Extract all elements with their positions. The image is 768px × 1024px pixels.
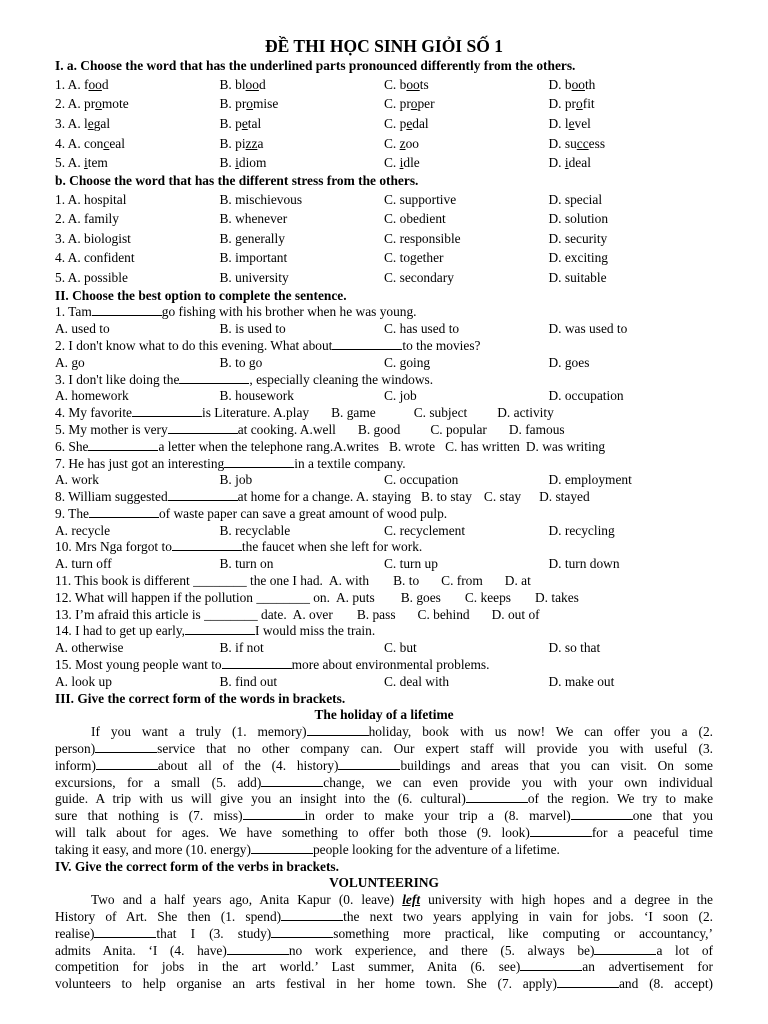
answer-blank[interactable] <box>271 926 333 938</box>
passage-line: will talk about for ages. We have something to offer both those (9. look) for a peaceful time <box>55 825 713 841</box>
option-cell: B. idiom <box>219 155 267 171</box>
passage-line: person) service that no other company can. Our expert staff will provide you with useful (3. <box>55 741 713 757</box>
section-3-subtitle: The holiday of a lifetime <box>314 707 454 723</box>
option-cell: B. find out <box>219 673 278 689</box>
passage-line: competition for jobs in the art world.’ Last summer, Anita (6. see) an advertisement for <box>55 959 713 975</box>
option-inline: C. behind <box>417 606 470 622</box>
answer-blank[interactable] <box>466 791 528 803</box>
question-stem: 14. I had to get up early, I would miss the train. <box>55 623 376 639</box>
option-cell: A. go <box>55 354 85 370</box>
option-row <box>55 114 713 134</box>
question-line: 12. What will happen if the pollution ________ on. A. puts B. goes C. keeps D. takes <box>55 589 579 605</box>
option-cell: B. university <box>219 269 289 285</box>
underlined-part: oo <box>406 76 420 92</box>
answer-blank[interactable] <box>185 623 255 635</box>
option-cell: D. turn down <box>548 556 620 572</box>
option-cell: A. otherwise <box>55 640 124 656</box>
question-stem: 9. The of waste paper can save a great amount of wood pulp. <box>55 505 448 521</box>
option-row <box>55 268 713 288</box>
option-cell: A. turn off <box>55 556 112 572</box>
option-cell: A. homework <box>55 388 129 404</box>
underlined-part: z <box>399 135 406 151</box>
passage-line: sure that nothing is (7. miss) in order to make your trip a (8. marvel) one that you <box>55 808 714 824</box>
section-1a-heading: I. a. Choose the word that has the underlined parts pronounced differently from the others. <box>55 58 576 73</box>
option-row <box>55 94 713 114</box>
example-answer: left <box>402 892 421 908</box>
answer-blank[interactable] <box>332 338 402 350</box>
option-inline: C. from <box>441 573 483 589</box>
underlined-part: zz <box>245 135 258 151</box>
passage-line: History of Art. She then (1. spend) the next two years applying in vain for jobs. ‘I soon (2. <box>55 909 713 925</box>
option-row <box>55 248 713 268</box>
option-row <box>55 190 713 210</box>
option-row <box>55 229 713 249</box>
option-cell: D. special <box>548 191 603 207</box>
underlined-part: i <box>399 155 404 171</box>
option-cell: C. idle <box>384 155 420 171</box>
option-row <box>55 153 713 173</box>
option-cell: B. is used to <box>219 321 286 337</box>
option-inline: C. keeps <box>464 589 511 605</box>
option-cell: 1. A. food <box>55 76 109 92</box>
option-inline: D. was writing <box>525 438 606 454</box>
option-inline: C. stay <box>483 489 522 505</box>
option-cell: B. mischievous <box>219 191 303 207</box>
option-inline: B. game <box>331 405 376 421</box>
answer-blank[interactable] <box>261 775 323 787</box>
option-cell: B. if not <box>219 640 264 656</box>
section-4-passage <box>55 892 713 993</box>
option-inline: D. activity <box>497 405 554 421</box>
option-inline: D. stayed <box>539 489 590 505</box>
underlined-part: i <box>84 155 88 171</box>
option-cell: 1. A. hospital <box>55 191 127 207</box>
option-cell: 4. A. confident <box>55 250 135 266</box>
option-cell: D. was used to <box>548 321 628 337</box>
option-cell: A. recycle <box>55 522 111 538</box>
option-cell: C. deal with <box>384 673 450 689</box>
option-cell: D. success <box>548 135 606 151</box>
answer-blank[interactable] <box>227 943 289 955</box>
option-row <box>55 674 713 691</box>
question-line: 6. She a letter when the telephone rang.A.writes B. wrote C. has written D. was writing <box>55 438 606 454</box>
answer-blank[interactable] <box>95 741 157 753</box>
option-row <box>55 640 713 657</box>
underlined-part: oo <box>571 76 585 92</box>
answer-blank[interactable] <box>338 758 400 770</box>
answer-blank[interactable] <box>94 926 156 938</box>
option-cell: C. zoo <box>384 135 419 151</box>
answer-blank[interactable] <box>132 405 202 417</box>
option-cell: C. boots <box>384 76 429 92</box>
option-inline: C. has written <box>445 438 520 454</box>
option-cell: B. housework <box>219 388 294 404</box>
answer-blank[interactable] <box>222 657 292 669</box>
answer-blank[interactable] <box>530 825 592 837</box>
option-row <box>55 355 713 372</box>
option-inline: B. pass <box>356 606 396 622</box>
section-4-heading: IV. Give the correct form of the verbs in brackets. <box>55 858 339 874</box>
section-1a-list <box>55 75 713 173</box>
option-cell: B. to go <box>219 354 263 370</box>
option-cell: 2. A. promote <box>55 96 129 112</box>
question-stem: 3. I don't like doing the , especially cleaning the windows. <box>55 371 434 387</box>
question-line: 5. My mother is very at cooking. A.well B. good C. popular D. famous <box>55 421 565 437</box>
underlined-part: cc <box>576 135 589 151</box>
answer-blank[interactable] <box>571 808 633 820</box>
option-inline: B. to <box>393 573 420 589</box>
option-cell: B. blood <box>219 76 266 92</box>
option-inline: B. to stay <box>420 489 472 505</box>
option-cell: C. but <box>384 640 417 656</box>
option-row <box>55 523 713 540</box>
option-cell: 2. A. family <box>55 211 119 227</box>
underlined-part: i <box>564 155 569 171</box>
option-cell: 3. A. biologist <box>55 230 131 246</box>
option-inline: A. with <box>328 573 370 589</box>
passage-line: excursions, for a small (5. add) change, we can even provide you with your own individual <box>55 774 713 790</box>
passage-line: taking it easy, and more (10. energy) people looking for the adventure of a lifetime. <box>55 841 560 857</box>
section-1b-list <box>55 190 713 288</box>
underlined-part: o <box>576 96 583 112</box>
option-inline: D. takes <box>535 589 579 605</box>
option-cell: C. obedient <box>384 211 446 227</box>
option-cell: D. goes <box>548 354 590 370</box>
option-cell: D. so that <box>548 640 601 656</box>
option-cell: C. pedal <box>384 115 429 131</box>
option-inline: D. out of <box>491 606 540 622</box>
underlined-part: oo <box>245 76 259 92</box>
option-row <box>55 75 713 95</box>
answer-blank[interactable] <box>88 439 158 451</box>
option-cell: D. security <box>548 230 608 246</box>
answer-blank[interactable] <box>89 506 159 518</box>
option-row <box>55 209 713 229</box>
underlined-part: e <box>241 115 248 131</box>
option-cell: B. pizza <box>219 135 264 151</box>
option-cell: D. ideal <box>548 155 591 171</box>
answer-blank[interactable] <box>96 758 158 770</box>
underlined-part: o <box>95 96 102 112</box>
option-cell: B. petal <box>219 115 262 131</box>
passage-line: inform) about all of the (4. history) buildings and areas that you can visit. On some <box>55 757 713 773</box>
option-cell: A. look up <box>55 673 112 689</box>
option-cell: B. generally <box>219 230 285 246</box>
option-inline: A. over <box>292 606 333 622</box>
section-4-subtitle: VOLUNTEERING <box>329 875 439 891</box>
option-row <box>55 388 713 405</box>
answer-blank[interactable] <box>557 976 619 988</box>
option-cell: D. profit <box>548 96 595 112</box>
section-3-heading: III. Give the correct form of the words in brackets. <box>55 690 346 706</box>
underlined-part: e <box>406 115 413 131</box>
question-line: 4. My favorite is Literature. A.play B. game C. subject D. activity <box>55 405 554 421</box>
question-stem: 1. Tam go fishing with his brother when he was young. <box>55 304 417 320</box>
question-line: 13. I’m afraid this article is ________ date. A. over B. pass C. behind D. out of <box>55 606 540 622</box>
option-cell: D. occupation <box>548 388 624 404</box>
option-cell: C. has used to <box>384 321 460 337</box>
page-title: ĐỀ THI HỌC SINH GIỎI SỐ 1 <box>265 36 503 56</box>
section-3-passage <box>55 724 713 858</box>
answer-blank[interactable] <box>520 959 582 971</box>
option-cell: C. proper <box>384 96 435 112</box>
option-inline: D. at <box>504 573 531 589</box>
answer-blank[interactable] <box>179 372 249 384</box>
option-cell: B. job <box>219 472 253 488</box>
answer-blank[interactable] <box>243 808 305 820</box>
answer-blank[interactable] <box>251 842 313 854</box>
option-inline: C. subject <box>413 405 468 421</box>
passage-line: Two and a half years ago, Anita Kapur (0. leave) left university with high hopes and a degree in the <box>91 892 713 908</box>
passage-line: If you want a truly (1. memory) holiday, book with us now! We can offer you a (2. <box>91 724 713 740</box>
option-cell: B. important <box>219 250 288 266</box>
option-cell: D. suitable <box>548 269 607 285</box>
question-line: 8. William suggested at home for a change. A. staying B. to stay C. stay D. stayed <box>55 489 590 505</box>
section-2-list <box>55 304 713 690</box>
option-cell: B. promise <box>219 96 279 112</box>
option-cell: C. job <box>384 388 417 404</box>
option-cell: B. whenever <box>219 211 288 227</box>
passage-line: realise) that I (3. study) something more practical, like computing or accountancy,’ <box>55 925 713 941</box>
question-stem: 7. He has just got an interesting in a textile company. <box>55 455 406 471</box>
answer-blank[interactable] <box>172 539 242 551</box>
option-cell: C. occupation <box>384 472 459 488</box>
underlined-part: oo <box>88 76 102 92</box>
option-cell: D. employment <box>548 472 632 488</box>
option-inline: B. goes <box>400 589 441 605</box>
option-cell: D. make out <box>548 673 615 689</box>
option-cell: C. supportive <box>384 191 457 207</box>
underlined-part: o <box>410 96 418 112</box>
option-cell: B. turn on <box>219 556 274 572</box>
passage-line: admits Anita. ‘I (4. have) no work experience, and there (5. always be) a lot of <box>55 942 713 958</box>
option-cell: D. solution <box>548 211 609 227</box>
answer-blank[interactable] <box>168 422 238 434</box>
underlined-part: c <box>103 135 110 151</box>
question-stem: 2. I don't know what to do this evening. What about to the movies? <box>55 337 481 353</box>
option-inline: B. good <box>357 421 401 437</box>
option-cell: A. used to <box>55 321 110 337</box>
option-cell: C. going <box>384 354 431 370</box>
option-cell: 3. A. legal <box>55 115 111 131</box>
option-row <box>55 472 713 489</box>
question-stem: 10. Mrs Nga forgot to the faucet when she left for work. <box>55 539 423 555</box>
option-cell: 5. A. possible <box>55 269 128 285</box>
section-1b-heading: b. Choose the word that has the different stress from the others. <box>55 172 419 188</box>
option-cell: C. responsible <box>384 230 461 246</box>
option-row <box>55 134 713 154</box>
option-inline: C. popular <box>430 421 487 437</box>
underlined-part: i <box>235 155 239 171</box>
answer-blank[interactable] <box>92 304 162 316</box>
section-2-heading: II. Choose the best option to complete the sentence. <box>55 287 347 303</box>
option-cell: A. work <box>55 472 99 488</box>
option-cell: C. recyclement <box>384 522 466 538</box>
underlined-part: e <box>87 115 94 131</box>
option-cell: D. exciting <box>548 250 608 266</box>
option-cell: D. level <box>548 115 591 131</box>
option-cell: D. booth <box>548 76 596 92</box>
option-cell: C. secondary <box>384 269 454 285</box>
option-cell: C. turn up <box>384 556 438 572</box>
option-inline: B. wrote <box>388 438 436 454</box>
option-inline: D. famous <box>508 421 565 437</box>
option-cell: 4. A. conceal <box>55 135 125 151</box>
answer-blank[interactable] <box>307 724 369 736</box>
answer-blank[interactable] <box>224 456 294 468</box>
option-cell: B. recyclable <box>219 522 291 538</box>
option-cell: 5. A. item <box>55 155 108 171</box>
option-row <box>55 321 713 338</box>
option-cell: C. together <box>384 250 444 266</box>
question-stem: 15. Most young people want to more about environmental problems. <box>55 657 490 673</box>
option-cell: D. recycling <box>548 522 615 538</box>
passage-line: volunteers to help organise an arts festival in her home town. She (7. apply) and (8. accept) <box>55 976 713 992</box>
passage-line: guide. A trip with us will give you an insight into the (6. cultural) of the region. We try to make <box>55 791 714 807</box>
question-line: 11. This book is different ________ the one I had. A. with B. to C. from D. at <box>55 573 531 589</box>
answer-blank[interactable] <box>594 943 656 955</box>
underlined-part: e <box>568 115 575 131</box>
answer-blank[interactable] <box>281 909 343 921</box>
underlined-part: o <box>246 96 253 112</box>
answer-blank[interactable] <box>168 489 238 501</box>
option-inline: A. puts <box>335 589 375 605</box>
option-row <box>55 556 713 573</box>
